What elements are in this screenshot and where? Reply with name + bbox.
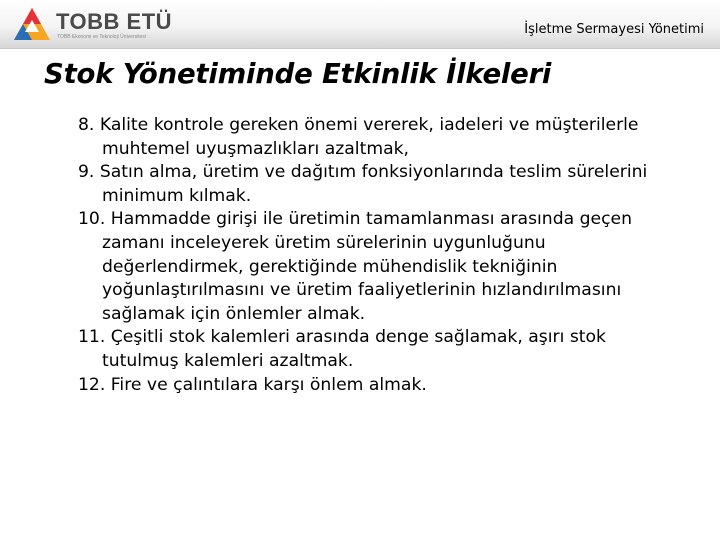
list-item: 8. Kalite kontrole gereken önemi vererek, iadeleri ve müşterilerle muhtemel uyuşmazlıkları azaltmak, — [78, 115, 639, 159]
university-logo — [12, 6, 182, 44]
slide-title: Stok Yönetiminde Etkinlik İlkeleri — [44, 58, 552, 90]
principles-list — [78, 114, 688, 397]
slide-header — [0, 0, 720, 49]
list-item: 11. Çeşitli stok kalemleri arasında denge sağlamak, aşırı stok tutulmuş kalemleri azaltmak. — [78, 327, 606, 371]
course-title: İşletme Sermayesi Yönetimi — [524, 22, 704, 37]
list-item: 12. Fire ve çalıntılara karşı önlem almak. — [78, 374, 427, 395]
logo-subtext: TOBB Ekonomi ve Teknoloji Üniversitesi — [57, 34, 147, 40]
tobb-etu-logo-mark-icon — [12, 6, 52, 44]
logo-text: TOBB ETÜ — [56, 9, 173, 34]
list-item: 10. Hammadde girişi ile üretimin tamamlanması arasında geçen zamanı inceleyerek üretim sürelerinin uygunluğunu değerlendirmek, gerektiğinde mühendislik tekniğinin yoğunlaştırılmasını ve üretim faaliyetlerinin hızlandırılmasını sağlamak için önlemler almak. — [78, 209, 633, 324]
list-item: 9. Satın alma, üretim ve dağıtım fonksiyonlarında teslim sürelerini minimum kılmak. — [78, 162, 648, 206]
